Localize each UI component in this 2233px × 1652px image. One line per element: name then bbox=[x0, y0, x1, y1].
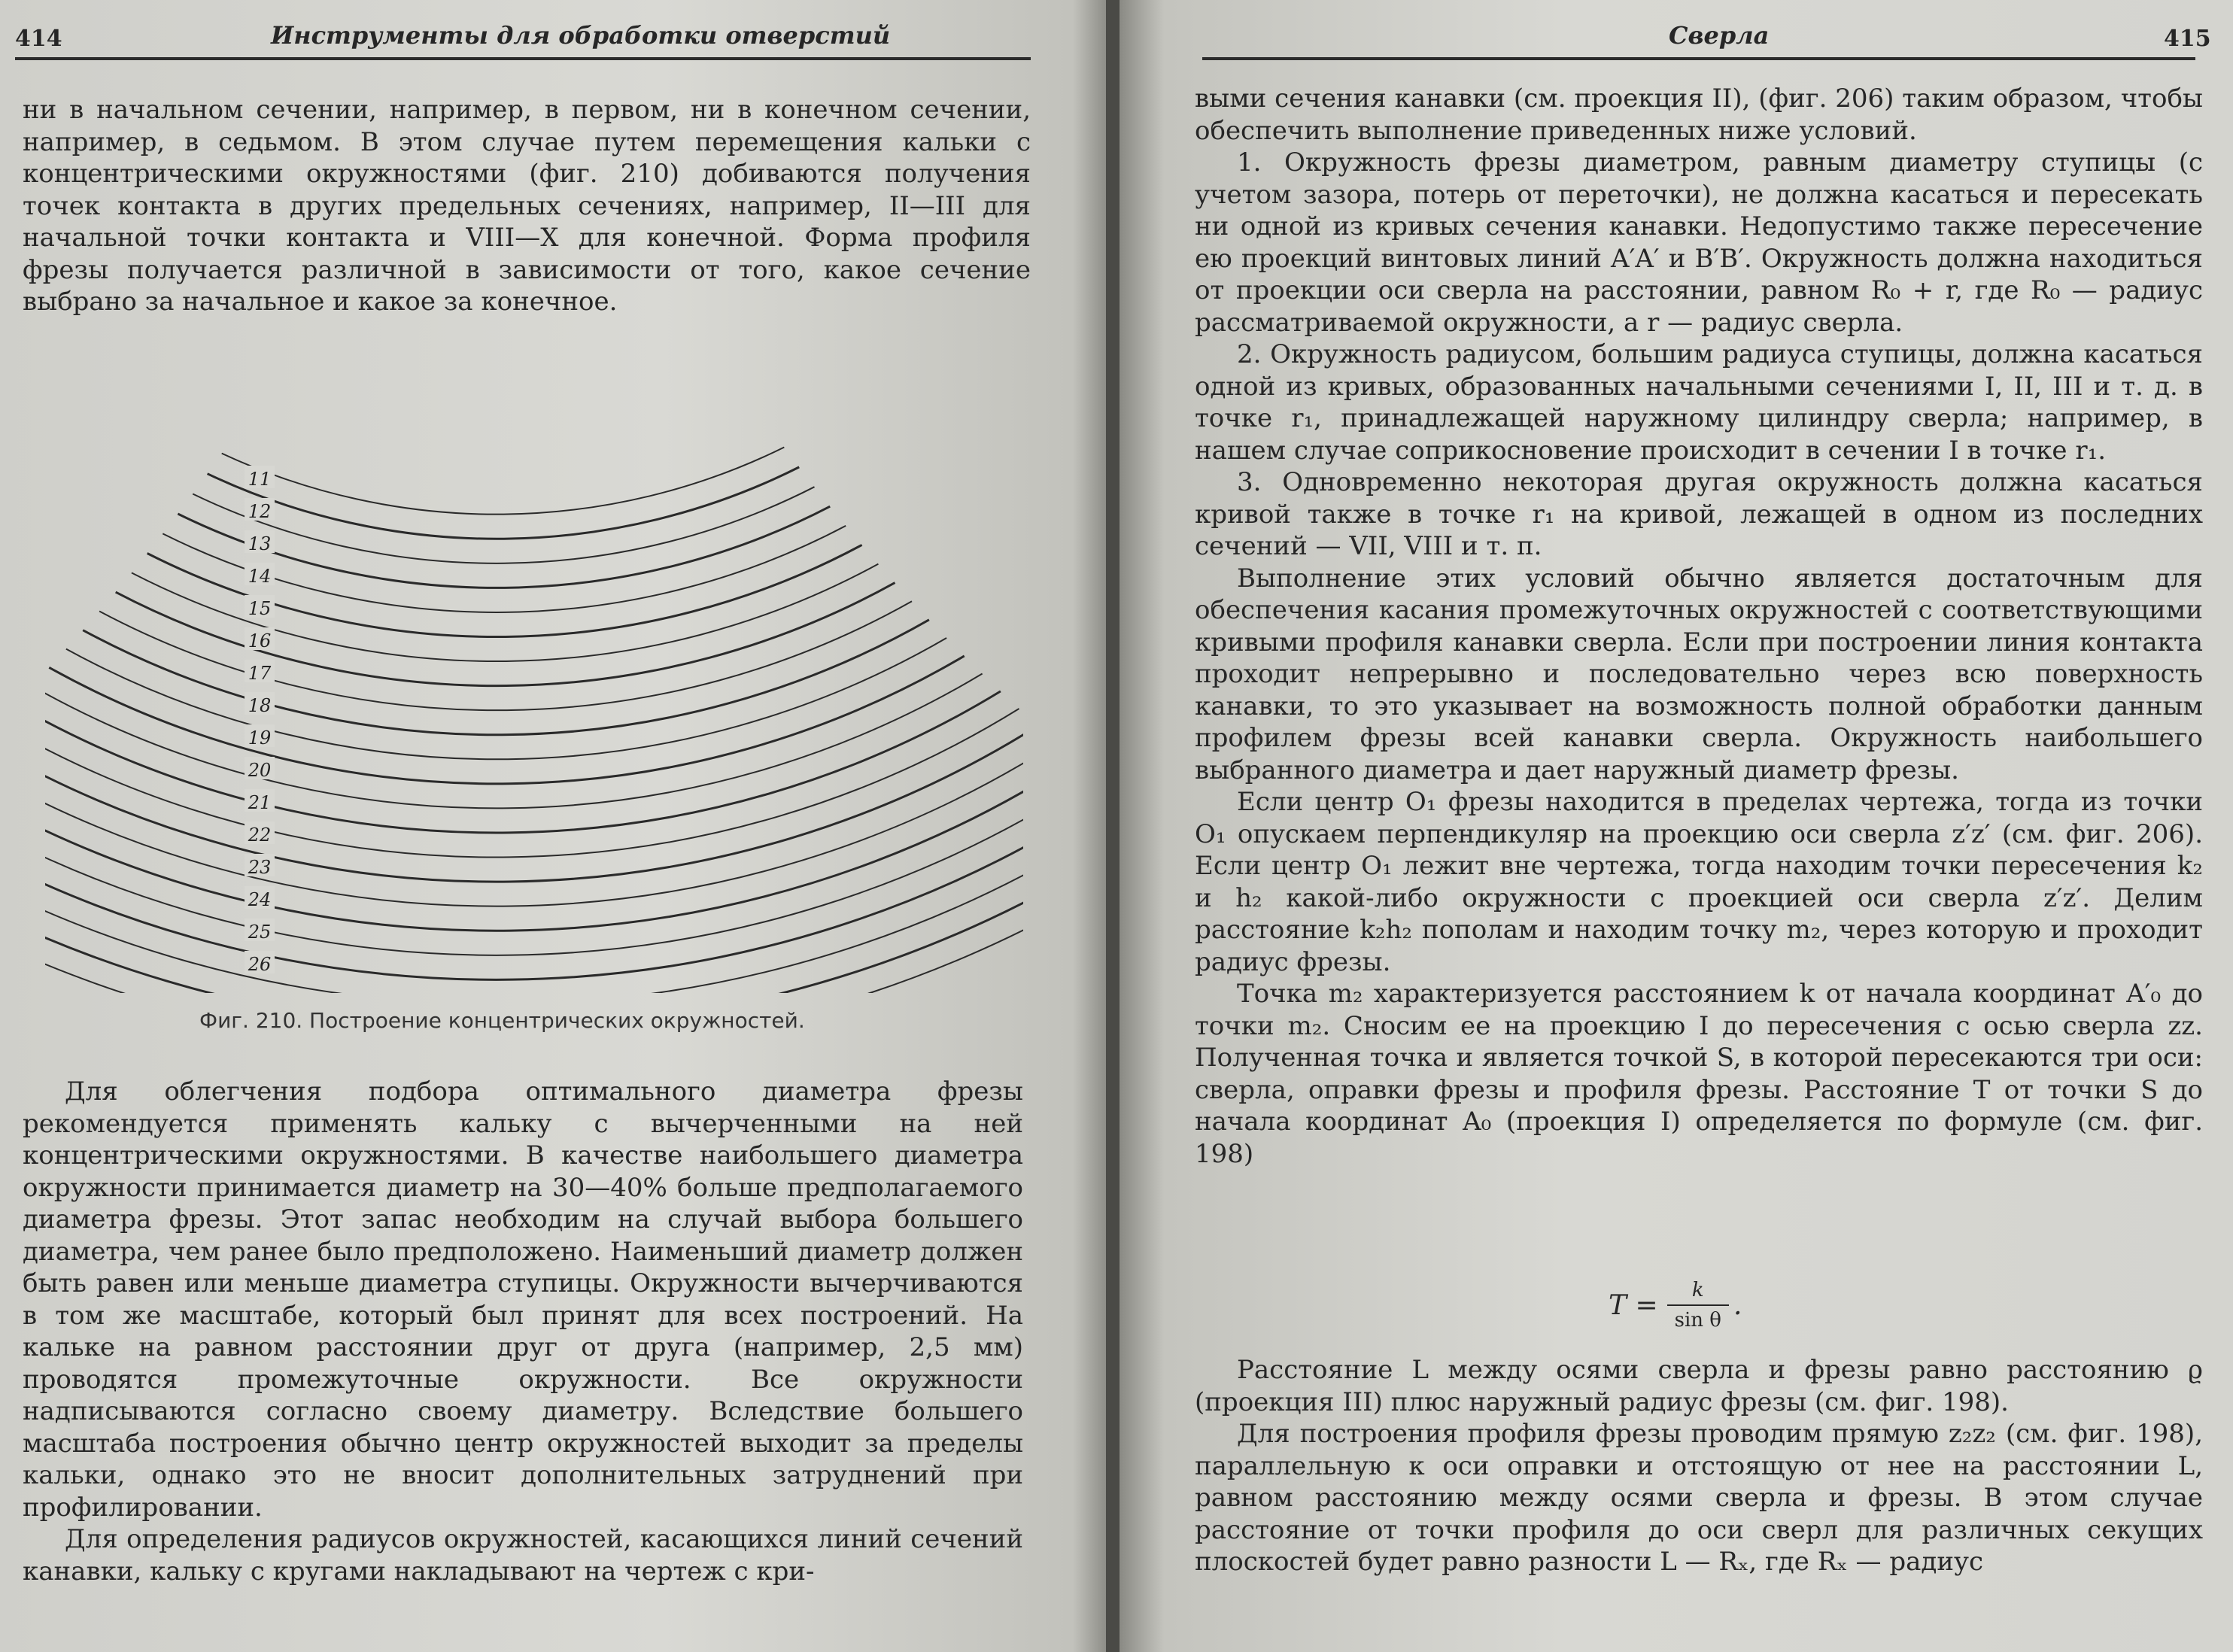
list-item: 3. Одновременно некоторая другая окружность должна касаться кривой также в точке r₁ на кривой, лежащей в одном из последних сечений — VII, VIII и т. п. bbox=[1195, 467, 2203, 561]
arc-label: 14 bbox=[248, 566, 272, 587]
arc-label: 18 bbox=[248, 695, 272, 716]
paragraph: Выполнение этих условий обычно является достаточным для обеспечения касания промежуточных окружностей с соответствующими кривыми профиля канавки сверла. Если при построении линия контакта проходит непрерывно и последовательно через всю поверхность канавки, то это указывает на возможность полной обработки данным профилем фрезы всей канавки сверла. Окружность наибольшего выбранного диаметра и дает наружный диаметр фрезы. bbox=[1195, 563, 2203, 785]
arc-label: 15 bbox=[248, 598, 272, 619]
paragraph-block-upper bbox=[1195, 83, 2203, 1170]
concentric-arc bbox=[222, 448, 785, 515]
formula-lhs: T = bbox=[1609, 1289, 1658, 1321]
formula-denominator: sin θ bbox=[1667, 1304, 1729, 1332]
book-gutter bbox=[1106, 0, 1120, 1652]
arc-label: 20 bbox=[248, 760, 272, 781]
top-paragraph: ни в начальном сечении, например, в первом, ни в конечном сечении, например, в седьмом. В этом случае путем перемещения кальки с концентрическими окружностями (фиг. 210) добиваются получения точек контакта в других предельных сечениях, например, II—III для начальной точки контакта и VIII—X для конечной. Форма профиля фрезы получается различной в зависимости от того, какое сечение выбрано за начальное и какое за конечное. bbox=[23, 95, 1031, 317]
paragraph: Для построения профиля фрезы проводим прямую z₂z₂ (см. фиг. 198), параллельную к оси оправки и отстоящую от нее на расстоянии L, равном расстоянию между осями сверла и фрезы. В этом случае расстояние от точки профиля до оси сверл для различных секущих плоскостей будет равно разности L — Rₓ, где Rₓ — радиус bbox=[1195, 1419, 2203, 1577]
concentric-arc bbox=[45, 674, 983, 809]
page-number: 415 bbox=[2164, 26, 2211, 52]
right-page bbox=[1120, 0, 2233, 1652]
paragraph: Точка m₂ характеризуется расстоянием k от начала координат A′₀ до точки m₂. Сносим ее на проекцию I до пересечения с осью сверла zz. Полученная точка и является точкой S, в которой пересекаются три оси: сверла, оправки фрезы и профиля фрезы. Расстояние T от точки S до начала координат A₀ (проекция I) определяется по формуле (см. фиг. 198) bbox=[1195, 979, 2203, 1169]
arc-label: 13 bbox=[248, 533, 272, 554]
list-item: 1. Окружность фрезы диаметром, равным диаметру ступицы (с учетом зазора, потерь от переточки), не должна касаться и пересекать ни одной из кривых сечения канавки. Недопустимо также пересечение ею проекций винтовых линий A′A′ и B′B′. Окружность должна находиться от проекции оси сверла на расстоянии, равном R₀ + r, где R₀ — радиус рассматриваемой окружности, а r — радиус сверла. bbox=[1195, 147, 2203, 338]
concentric-arc bbox=[45, 691, 1001, 833]
concentric-arc bbox=[45, 840, 1023, 993]
paragraph: Если центр O₁ фрезы находится в пределах чертежа, тогда из точки O₁ опускаем перпендикуляр на проекцию оси сверла z′z′ (см. фиг. 206). Если центр O₁ лежит вне чертежа, тогда находим точки пересечения k₂ и h₂ какой-либо окружности с проекцией оси сверла z′z′. Делим расстояние k₂h₂ пополам и находим точку m₂, через которую и проходит радиус фрезы. bbox=[1195, 787, 2203, 977]
arc-label: 17 bbox=[248, 663, 272, 684]
concentric-arc bbox=[45, 776, 1023, 955]
formula-numerator: k bbox=[1691, 1279, 1704, 1301]
paragraph: Расстояние L между осями сверла и фрезы равно расстоянию ϱ (проекция III) плюс наружный радиус фрезы (см. фиг. 198). bbox=[1195, 1355, 2203, 1417]
page-number: 414 bbox=[15, 26, 62, 52]
paragraph: выми сечения канавки (см. проекция II), (фиг. 206) таким образом, чтобы обеспечить выполнение приведенных ниже условий. bbox=[1195, 84, 2203, 146]
running-title: Инструменты для обработки отверстий bbox=[271, 21, 891, 50]
paragraph-block-lower bbox=[1195, 1354, 2203, 1578]
concentric-arc bbox=[178, 506, 830, 588]
paragraph: Для облегчения подбора оптимального диаметра фрезы рекомендуется применять кальку с вычерченными на ней концентрическими окружностями. В качестве наибольшего диаметра окружности принимается диаметр на 30—40% больше предполагаемого диаметра фрезы. Этот запас необходим на случай выбора большего диаметра, чем ранее было предположено. Наименьший диаметр должен быть равен или меньше диаметра ступицы. Окружности вычерчиваются в том же масштабе, который был принят для всех построений. На кальке на равном расстоянии друг от друга (например, 2,5 мм) проводятся промежуточные окружности. Все окружности надписываются согласно своему диаметру. Вследствие большего масштаба построения обычно центр окружностей выходит за пределы кальки, однако это не вносит дополнительных затруднений при профилировании. bbox=[23, 1077, 1023, 1523]
formula-tail: . bbox=[1733, 1289, 1742, 1321]
paragraph: Для определения радиусов окружностей, касающихся линий сечений канавки, кальку с кругами накладывают на чертеж с кри- bbox=[23, 1524, 1023, 1587]
header-rule bbox=[1202, 57, 2195, 60]
concentric-arc bbox=[116, 583, 895, 686]
concentric-arc bbox=[45, 824, 1023, 993]
arc-label: 23 bbox=[248, 857, 272, 878]
arc-label: 26 bbox=[248, 954, 272, 975]
left-page bbox=[0, 0, 1106, 1652]
formula-fraction bbox=[1667, 1279, 1729, 1332]
arc-label: 25 bbox=[248, 922, 272, 943]
running-header bbox=[15, 11, 1031, 63]
concentric-arc bbox=[45, 726, 1023, 882]
list-item: 2. Окружность радиусом, большим радиуса ступицы, должна касаться одной из кривых, образованных начальными сечениями I, II, III и т. д. в точке r₁, принадлежащей наружному цилиндру сверла; например, в нашем случае соприкосновение происходит в сечении I в точке r₁. bbox=[1195, 339, 2203, 466]
running-header bbox=[1202, 11, 2211, 63]
concentric-circles-figure bbox=[45, 331, 1023, 993]
concentric-arc bbox=[99, 601, 912, 710]
arc-label: 19 bbox=[248, 727, 272, 749]
concentric-arc bbox=[49, 656, 964, 784]
arc-label: 21 bbox=[248, 792, 272, 813]
paragraph-block bbox=[23, 1076, 1023, 1587]
arc-label: 16 bbox=[248, 630, 272, 651]
arc-label: 12 bbox=[248, 501, 272, 522]
arc-label: 22 bbox=[248, 824, 272, 846]
header-rule bbox=[15, 57, 1031, 60]
arc-label: 11 bbox=[248, 469, 272, 490]
running-title: Сверла bbox=[1669, 21, 1770, 50]
arc-label: 24 bbox=[248, 889, 272, 910]
figure-caption: Фиг. 210. Построение концентрических окружностей. bbox=[199, 1008, 805, 1033]
formula bbox=[1609, 1279, 1742, 1332]
